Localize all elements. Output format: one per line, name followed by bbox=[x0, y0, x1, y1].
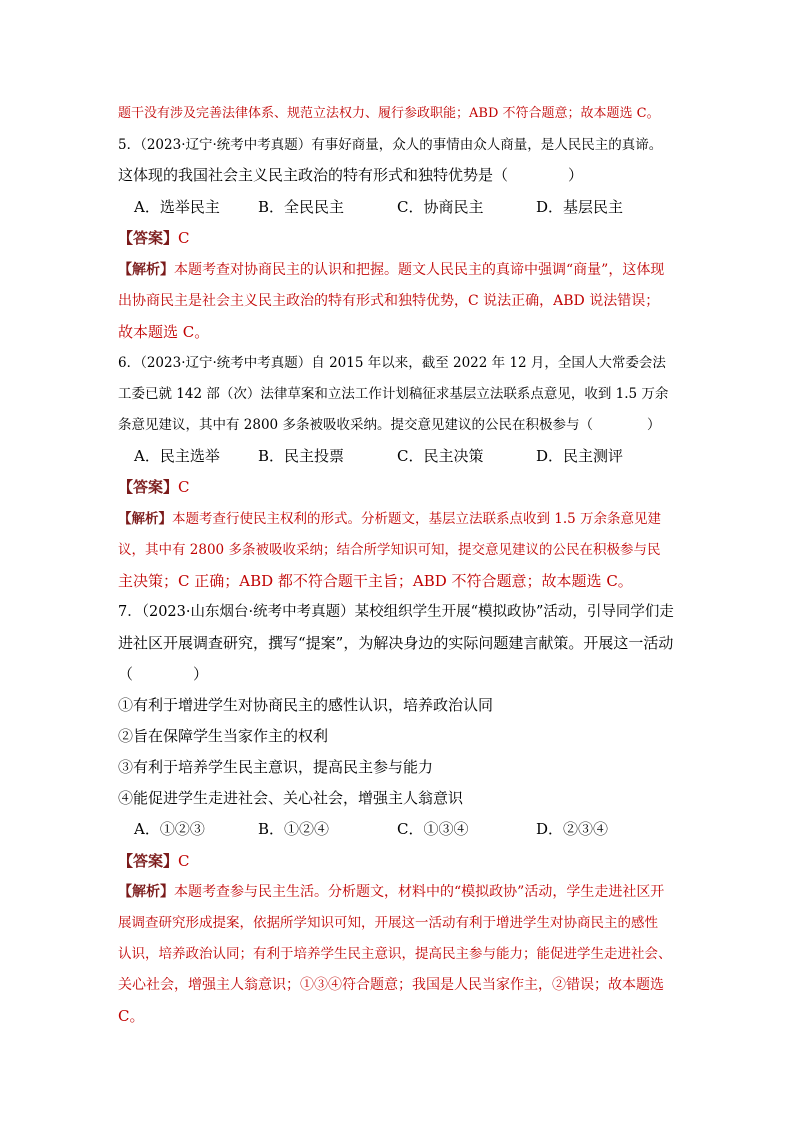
question-5-analysis-line2: 出协商民主是社会主义民主政治的特有形式和独特优势，C 说法正确，ABD 说法错误； bbox=[118, 293, 660, 309]
question-7-option-a: A．①②③ bbox=[134, 820, 205, 838]
question-7-analysis-line3: 认识，培养政治认同；有利于培养学生民主意识，提高民主参与能力；能促进学生走进社会、 bbox=[118, 946, 672, 962]
answer-label: 【答案】 bbox=[118, 478, 179, 496]
question-7-analysis-line5: C。 bbox=[118, 1007, 145, 1025]
question-6-answer bbox=[118, 477, 190, 497]
question-7-option-b: B．①②④ bbox=[258, 820, 330, 838]
question-6-option-a: A．民主选举 bbox=[134, 447, 220, 465]
answer-label: 【答案】 bbox=[118, 229, 179, 247]
question-7-stem-line2: 进社区开展调查研究，撰写“提案”，为解决身边的实际问题建言献策。开展这一活动 bbox=[118, 634, 674, 652]
answer-label: 【答案】 bbox=[118, 852, 179, 870]
answer-value: C bbox=[178, 478, 190, 496]
question-7-analysis-line1 bbox=[118, 882, 664, 902]
question-6-analysis-line2: 议，其中有 2800 多条被吸收采纳；结合所学知识可知，提交意见建议的公民在积极参与民 bbox=[118, 542, 661, 558]
analysis-text: 本题考查行使民主权利的形式。分析题文，基层立法联系点收到 1.5 万余条意见建 bbox=[172, 511, 662, 527]
question-7-option-c: C．①③④ bbox=[397, 820, 469, 838]
answer-value: C bbox=[178, 852, 190, 870]
question-5-analysis-line1 bbox=[118, 260, 664, 280]
answer-value: C bbox=[178, 229, 190, 247]
analysis-label: 【解析】 bbox=[118, 884, 174, 900]
question-6-stem-line3: 条意见建议，其中有 2800 多条被吸收采纳。提交意见建议的公民在积极参与（ ） bbox=[118, 417, 661, 433]
question-7-stem-line1: 7．（2023·山东烟台·统考中考真题）某校组织学生开展“模拟政协”活动，引导同学们走 bbox=[118, 604, 674, 620]
question-7-stem-line3: （ ） bbox=[118, 665, 209, 683]
question-7-analysis-line4: 关心社会，增强主人翁意识；①③④符合题意；我国是人民当家作主，②错误；故本题选 bbox=[118, 977, 664, 993]
question-7-item-4: ④能促进学生走进社会、关心社会，增强主人翁意识 bbox=[118, 789, 464, 807]
question-6-analysis-line3: 主决策；C 正确；ABD 都不符合题干主旨；ABD 不符合题意；故本题选 C。 bbox=[118, 572, 633, 590]
question-5-stem-line2: 这体现的我国社会主义民主政治的特有形式和独特优势是（ ） bbox=[118, 166, 584, 184]
question-5-stem-line1: 5．（2023·辽宁·统考中考真题）有事好商量，众人的事情由众人商量，是人民民主的真谛。 bbox=[118, 137, 663, 153]
question-7-answer bbox=[118, 851, 190, 871]
analysis-label: 【解析】 bbox=[118, 511, 172, 527]
question-7-option-d: D．②③④ bbox=[536, 820, 609, 838]
question-6-option-c: C．民主决策 bbox=[397, 447, 484, 465]
question-5-option-b: B．全民民主 bbox=[258, 198, 345, 216]
analysis-label: 【解析】 bbox=[118, 262, 174, 278]
question-6-option-d: D．民主测评 bbox=[536, 447, 624, 465]
question-6-stem-line1: 6．（2023·辽宁·统考中考真题）自 2015 年以来，截至 2022 年 12 月，全国人大常委会法 bbox=[118, 355, 666, 371]
analysis-continuation: 题干没有涉及完善法律体系、规范立法权力、履行参政职能；ABD 不符合题意；故本题选 C。 bbox=[118, 106, 660, 121]
question-7-analysis-line2: 展调查研究形成提案，依据所学知识可知，开展这一活动有利于增进学生对协商民主的感性 bbox=[118, 915, 658, 931]
analysis-text: 本题考查参与民主生活。分析题文，材料中的“模拟政协”活动，学生走进社区开 bbox=[174, 884, 665, 900]
question-6-analysis-line1 bbox=[118, 509, 661, 529]
question-5-option-c: C．协商民主 bbox=[397, 198, 484, 216]
question-5-option-d: D．基层民主 bbox=[536, 198, 624, 216]
question-6-option-b: B．民主投票 bbox=[258, 447, 345, 465]
analysis-text: 本题考查对协商民主的认识和把握。题文人民民主的真谛中强调“商量”，这体现 bbox=[174, 262, 665, 278]
question-5-option-a: A．选举民主 bbox=[134, 198, 220, 216]
question-5-answer bbox=[118, 228, 190, 248]
question-5-analysis-line3: 故本题选 C。 bbox=[118, 323, 210, 341]
question-7-item-1: ①有利于增进学生对协商民主的感性认识，培养政治认同 bbox=[118, 696, 494, 714]
question-7-item-2: ②旨在保障学生当家作主的权利 bbox=[118, 727, 329, 745]
question-6-stem-line2: 工委已就 142 部（次）法律草案和立法工作计划稿征求基层立法联系点意见，收到 1.5 万余 bbox=[118, 386, 669, 402]
question-7-item-3: ③有利于培养学生民主意识，提高民主参与能力 bbox=[118, 758, 434, 776]
